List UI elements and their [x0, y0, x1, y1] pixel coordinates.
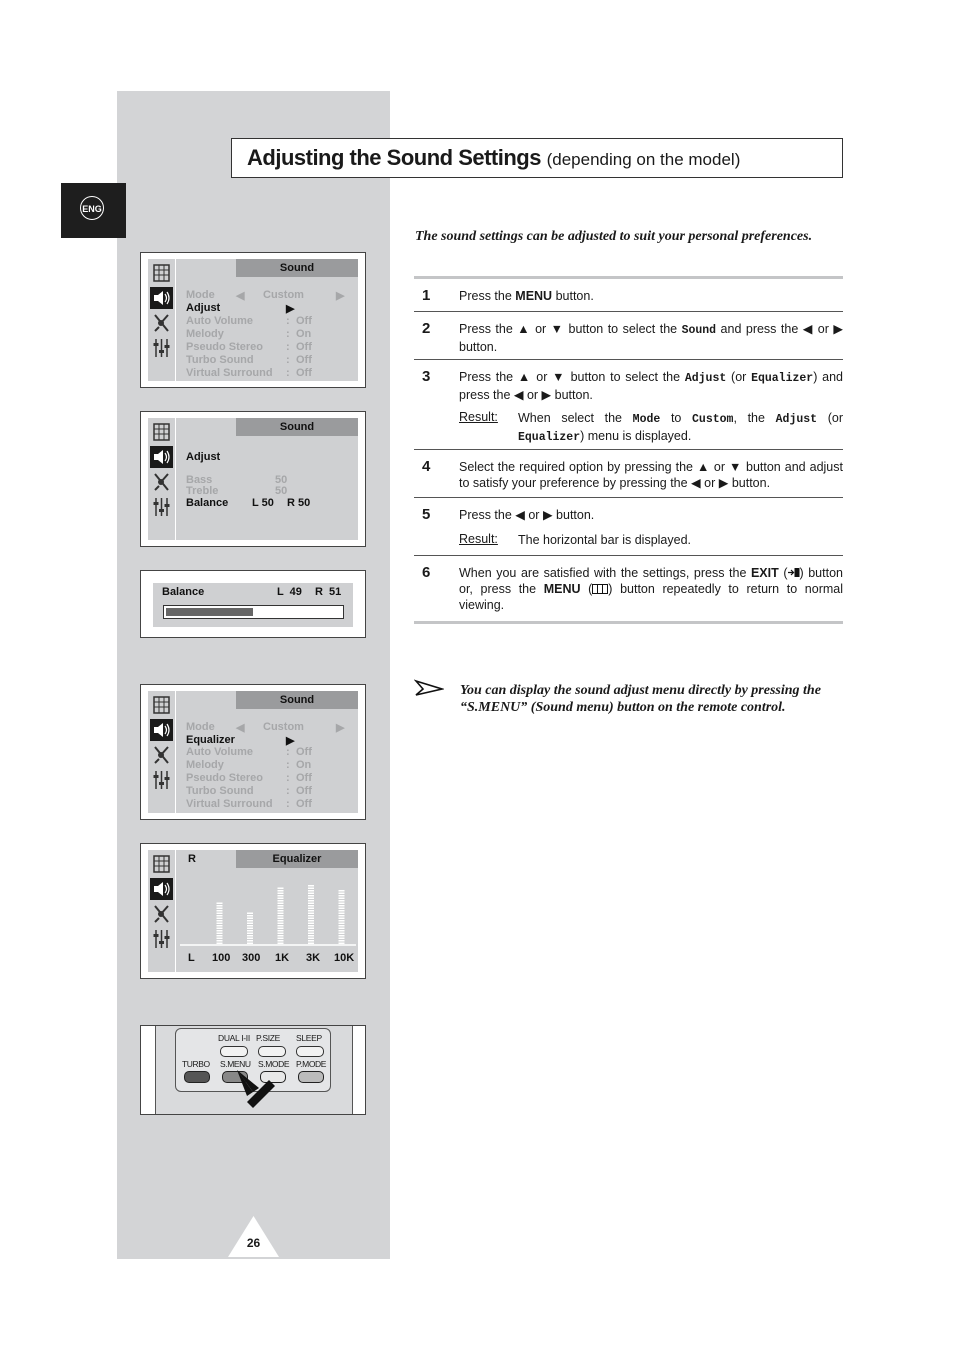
menu-item-pseudo-stereo[interactable]: Pseudo Stereo: [186, 772, 264, 784]
note-arrow-icon: [414, 675, 444, 697]
menu-colon: :: [286, 341, 290, 353]
menu-value: 50: [275, 474, 288, 486]
balance-label: Balance: [162, 586, 205, 598]
menu-colon: :: [286, 367, 290, 379]
equalizer-band-label: 100: [212, 952, 231, 964]
row-divider: [414, 497, 843, 498]
remote-dual-button[interactable]: [220, 1046, 248, 1057]
equalizer-band-bar[interactable]: [308, 885, 314, 944]
equalizer-bar-segment: [217, 905, 223, 907]
equalizer-bar-segment: [278, 933, 284, 935]
equalizer-bar-segment: [247, 935, 253, 937]
row-divider: [414, 555, 843, 556]
intro-text: The sound settings can be adjusted to suit your personal preferences.: [415, 229, 813, 244]
menu-item-mode[interactable]: Mode: [186, 721, 215, 733]
page-title: [247, 145, 740, 171]
menu-value: Off: [296, 785, 312, 797]
equalizer-band-label: L: [188, 952, 195, 964]
equalizer-bar-segment: [339, 900, 345, 902]
menu-item-auto-volume[interactable]: Auto Volume: [186, 315, 254, 327]
note-text: You can display the sound adjust menu directly by pressing the “S.MENU” (Sound menu) button on the remote control.: [460, 683, 821, 715]
channel-menu-icon: [150, 471, 173, 493]
equalizer-bar-segment: [308, 938, 314, 940]
equalizer-bar-segment: [278, 890, 284, 892]
table-top-rule: [414, 276, 843, 279]
equalizer-bar-segment: [247, 915, 253, 917]
remote-label-turbo: TURBO: [182, 1059, 210, 1069]
remote-label-pmode: P.MODE: [296, 1059, 327, 1069]
equalizer-bar-segment: [278, 905, 284, 907]
menu-colon: :: [286, 772, 290, 784]
equalizer-bar-segment: [247, 930, 253, 932]
right-arrow-icon: ▶: [286, 303, 295, 315]
menu-item-turbo-sound[interactable]: Turbo Sound: [186, 785, 254, 797]
equalizer-band-bar[interactable]: [278, 888, 284, 945]
menu-value: Custom: [263, 721, 304, 733]
menu-colon: :: [286, 798, 290, 810]
menu-item-mode[interactable]: Mode: [186, 289, 215, 301]
equalizer-bar-segment: [278, 898, 284, 900]
menu-item-bass[interactable]: Bass: [186, 474, 213, 486]
equalizer-bar-segment: [308, 943, 314, 945]
equalizer-bar-segment: [247, 918, 253, 920]
step-number: 2: [422, 320, 431, 337]
setup-menu-icon: [150, 769, 173, 791]
equalizer-bar-segment: [278, 893, 284, 895]
menu-item-virtual-surround[interactable]: Virtual Surround: [186, 798, 273, 810]
remote-turbo-button[interactable]: [184, 1071, 210, 1083]
equalizer-bar-segment: [339, 935, 345, 937]
equalizer-bar-segment: [339, 920, 345, 922]
result-text: The horizontal bar is displayed.: [518, 533, 692, 547]
equalizer-bar-segment: [217, 943, 223, 945]
equalizer-bar-segment: [339, 938, 345, 940]
equalizer-bar-segment: [217, 903, 223, 905]
osd-sound-menu-equalizer: [140, 684, 366, 820]
menu-item-pseudo-stereo[interactable]: Pseudo Stereo: [186, 341, 264, 353]
equalizer-bar-segment: [247, 938, 253, 940]
equalizer-bar-segment: [308, 903, 314, 905]
exit-icon: [788, 567, 800, 578]
equalizer-bar-segment: [308, 915, 314, 917]
equalizer-bar-segment: [217, 935, 223, 937]
equalizer-bar-segment: [308, 933, 314, 935]
setup-menu-icon: [150, 496, 173, 518]
equalizer-bar-segment: [247, 913, 253, 915]
equalizer-band-label: 10K: [334, 952, 355, 964]
picture-menu-icon: [150, 262, 173, 284]
equalizer-bar-segment: [278, 920, 284, 922]
equalizer-bar-segment: [308, 888, 314, 890]
balance-slider-fill: [166, 608, 253, 616]
setup-menu-icon: [150, 337, 173, 359]
remote-label-smenu: S.MENU: [220, 1059, 251, 1069]
step-text: When you are satisfied with the settings, press the EXIT ( ) button or, press the MENU ( ) button repeatedly to return to normal viewing.: [459, 566, 843, 612]
right-arrow-icon: ▶: [336, 722, 345, 734]
step-number: 1: [422, 287, 431, 304]
sound-menu-icon: [150, 446, 173, 468]
page-number: 26: [246, 1236, 261, 1250]
equalizer-bar-segment: [308, 935, 314, 937]
osd-adjust-menu: [140, 411, 366, 547]
channel-menu-icon: [150, 312, 173, 334]
equalizer-bar-segment: [217, 908, 223, 910]
equalizer-bar-segment: [278, 888, 284, 890]
equalizer-bar-segment: [278, 938, 284, 940]
step-text: Press the ▲ or ▼ button to select the Sound and press the ◀ or ▶ button.: [459, 322, 843, 354]
menu-value: Off: [296, 341, 312, 353]
equalizer-bar-segment: [308, 930, 314, 932]
equalizer-bar-segment: [278, 930, 284, 932]
equalizer-bar-segment: [308, 890, 314, 892]
equalizer-bar-segment: [278, 935, 284, 937]
equalizer-r-label: R: [188, 853, 196, 865]
pointer-arrow-icon: [233, 1066, 279, 1114]
equalizer-bar-segment: [217, 940, 223, 942]
equalizer-bar-segment: [308, 925, 314, 927]
row-divider: [414, 359, 843, 360]
osd-balance-bar: [140, 570, 366, 638]
sound-menu-icon: [150, 287, 173, 309]
remote-label-sleep: SLEEP: [296, 1033, 322, 1043]
equalizer-bar-segment: [247, 923, 253, 925]
step-number: 6: [422, 564, 431, 581]
equalizer-bar-segment: [278, 923, 284, 925]
equalizer-bar-segment: [339, 910, 345, 912]
equalizer-bar-segment: [339, 898, 345, 900]
equalizer-bar-segment: [278, 918, 284, 920]
equalizer-bar-segment: [308, 895, 314, 897]
equalizer-bar-segment: [339, 930, 345, 932]
menu-value: On: [296, 328, 312, 340]
result-label: Result:: [459, 410, 498, 424]
adjust-title: Adjust: [186, 451, 221, 463]
menu-item-treble[interactable]: Treble: [186, 485, 219, 497]
equalizer-bar-segment: [278, 903, 284, 905]
result-label: Result:: [459, 532, 498, 546]
equalizer-bar-segment: [278, 913, 284, 915]
menu-value: L 50: [252, 497, 274, 509]
row-divider: [414, 311, 843, 312]
menu-value: Off: [296, 798, 312, 810]
menu-colon: :: [286, 759, 290, 771]
equalizer-bars: [180, 878, 356, 948]
sound-menu-icon: [150, 719, 173, 741]
equalizer-bar-segment: [339, 908, 345, 910]
equalizer-bar-segment: [339, 903, 345, 905]
osd-header: Sound: [236, 418, 358, 436]
osd-equalizer: [140, 843, 366, 979]
menu-item-melody[interactable]: Melody: [186, 759, 224, 771]
step-text: Press the ◀ or ▶ button.: [459, 508, 595, 522]
balance-panel: [153, 583, 353, 627]
sound-menu-icon: [150, 878, 173, 900]
menu-value: Custom: [263, 289, 304, 301]
equalizer-bar-segment: [308, 918, 314, 920]
equalizer-bar-segment: [339, 895, 345, 897]
title-text: Adjusting the Sound Settings: [247, 145, 541, 170]
equalizer-bar-segment: [308, 910, 314, 912]
equalizer-band-bar[interactable]: [247, 913, 253, 945]
equalizer-bar-segment: [278, 925, 284, 927]
equalizer-band-label: 3K: [306, 952, 321, 964]
equalizer-bar-segment: [308, 893, 314, 895]
equalizer-bar-segment: [247, 925, 253, 927]
equalizer-bar-segment: [247, 933, 253, 935]
menu-value: Off: [296, 367, 312, 379]
equalizer-bar-segment: [217, 933, 223, 935]
menu-value: Off: [296, 315, 312, 327]
equalizer-bar-segment: [217, 923, 223, 925]
right-arrow-icon: ▶: [336, 290, 345, 302]
equalizer-bar-segment: [308, 913, 314, 915]
menu-item-adjust[interactable]: Adjust: [186, 302, 221, 314]
right-arrow-icon: ▶: [286, 735, 295, 747]
equalizer-bar-segment: [339, 933, 345, 935]
osd-header: Sound: [236, 691, 358, 709]
menu-icon: [592, 584, 608, 594]
equalizer-bar-segment: [339, 915, 345, 917]
equalizer-bar-segment: [339, 940, 345, 942]
result-text: When select the Mode to Custom, the Adjust (or Equalizer) menu is displayed.: [518, 411, 844, 444]
equalizer-band-bar[interactable]: [339, 890, 345, 944]
row-divider: [414, 449, 843, 450]
menu-colon: :: [286, 328, 290, 340]
table-bottom-rule: [414, 621, 843, 624]
menu-colon: :: [286, 315, 290, 327]
menu-item-melody[interactable]: Melody: [186, 328, 224, 340]
osd-icon-column: [148, 259, 176, 381]
remote-psize-button[interactable]: [258, 1046, 286, 1057]
equalizer-bar-segment: [308, 928, 314, 930]
equalizer-bar-segment: [217, 930, 223, 932]
remote-pmode-button[interactable]: [298, 1071, 324, 1083]
equalizer-bar-segment: [339, 890, 345, 892]
picture-menu-icon: [150, 853, 173, 875]
osd-header: Equalizer: [236, 850, 358, 868]
equalizer-bar-segment: [217, 918, 223, 920]
language-badge: ENG: [80, 196, 104, 220]
equalizer-bar-segment: [278, 910, 284, 912]
remote-label-psize: P.SIZE: [256, 1033, 281, 1043]
menu-item-auto-volume[interactable]: Auto Volume: [186, 746, 254, 758]
step-text: Press the ▲ or ▼ button to select the Adjust (or Equalizer) and press the ◀ or ▶ button.: [459, 370, 843, 402]
equalizer-bar-segment: [217, 915, 223, 917]
equalizer-bar-segment: [247, 943, 253, 945]
osd-icon-column: [148, 850, 176, 972]
left-arrow-icon: ◀: [236, 722, 245, 734]
equalizer-bar-segment: [217, 910, 223, 912]
menu-value: R 50: [287, 497, 311, 509]
picture-menu-icon: [150, 421, 173, 443]
equalizer-bar-segment: [278, 940, 284, 942]
equalizer-bar-segment: [278, 908, 284, 910]
balance-slider[interactable]: [163, 605, 344, 619]
equalizer-bar-segment: [339, 928, 345, 930]
left-arrow-icon: ◀: [236, 290, 245, 302]
osd-sound-menu-adjust: [140, 252, 366, 388]
equalizer-bar-segment: [247, 940, 253, 942]
menu-item-balance[interactable]: Balance: [186, 497, 229, 509]
step-number: 3: [422, 368, 431, 385]
equalizer-bar-segment: [278, 943, 284, 945]
step-text: Press the MENU button.: [459, 289, 594, 303]
equalizer-bar-segment: [247, 928, 253, 930]
equalizer-bar-segment: [217, 913, 223, 915]
menu-item-equalizer[interactable]: Equalizer: [186, 734, 235, 746]
menu-item-turbo-sound[interactable]: Turbo Sound: [186, 354, 254, 366]
equalizer-bar-segment: [339, 943, 345, 945]
equalizer-bar-segment: [278, 900, 284, 902]
equalizer-bar-segment: [217, 925, 223, 927]
equalizer-bar-segment: [339, 893, 345, 895]
setup-menu-icon: [150, 928, 173, 950]
equalizer-bar-segment: [308, 940, 314, 942]
remote-control-image: [140, 1025, 366, 1115]
equalizer-bar-segment: [278, 915, 284, 917]
menu-colon: :: [286, 785, 290, 797]
equalizer-bar-segment: [339, 913, 345, 915]
remote-sleep-button[interactable]: [296, 1046, 324, 1057]
step-number: 4: [422, 458, 431, 475]
step-number: 5: [422, 506, 431, 523]
equalizer-bar-segment: [308, 905, 314, 907]
osd-icon-column: [148, 691, 176, 813]
equalizer-band-label: 300: [242, 952, 261, 964]
equalizer-bar-segment: [339, 905, 345, 907]
channel-menu-icon: [150, 903, 173, 925]
equalizer-band-bar[interactable]: [217, 903, 223, 945]
equalizer-bar-segment: [308, 908, 314, 910]
picture-menu-icon: [150, 694, 173, 716]
equalizer-bar-segment: [339, 925, 345, 927]
step-text: Select the required option by pressing the ▲ or ▼ button and adjust to satisfy your preference by pressing the ◀ or ▶ button.: [459, 460, 843, 490]
remote-label-dual: DUAL I-II: [218, 1033, 250, 1043]
menu-item-virtual-surround[interactable]: Virtual Surround: [186, 367, 273, 379]
menu-value: 50: [275, 485, 288, 497]
remote-label-smode: S.MODE: [258, 1059, 290, 1069]
balance-right-value: R 51: [315, 586, 342, 598]
equalizer-bar-segment: [308, 920, 314, 922]
equalizer-bar-segment: [278, 895, 284, 897]
channel-menu-icon: [150, 744, 173, 766]
equalizer-bar-segment: [339, 918, 345, 920]
menu-value: Off: [296, 354, 312, 366]
menu-value: Off: [296, 772, 312, 784]
equalizer-bar-segment: [308, 900, 314, 902]
equalizer-bar-segment: [217, 938, 223, 940]
equalizer-bar-segment: [308, 923, 314, 925]
equalizer-bar-segment: [247, 920, 253, 922]
equalizer-bar-segment: [308, 885, 314, 887]
equalizer-bar-segment: [308, 898, 314, 900]
menu-colon: :: [286, 746, 290, 758]
equalizer-bar-segment: [217, 928, 223, 930]
equalizer-bar-segment: [339, 923, 345, 925]
equalizer-band-label: 1K: [275, 952, 290, 964]
menu-value: On: [296, 759, 312, 771]
equalizer-bar-segment: [217, 920, 223, 922]
menu-value: Off: [296, 746, 312, 758]
title-subtitle: (depending on the model): [546, 150, 741, 169]
menu-colon: :: [286, 354, 290, 366]
osd-header: Sound: [236, 259, 358, 277]
equalizer-bar-segment: [278, 928, 284, 930]
balance-left-value: L 49: [277, 586, 302, 598]
osd-icon-column: [148, 418, 176, 540]
